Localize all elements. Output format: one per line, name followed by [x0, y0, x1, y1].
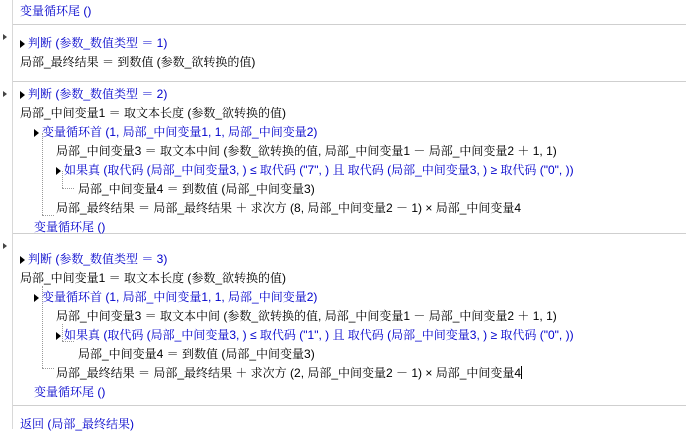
code-line[interactable]	[0, 345, 686, 364]
code-line[interactable]	[0, 218, 686, 237]
expand-triangle-icon[interactable]	[20, 40, 25, 48]
expand-triangle-icon[interactable]	[56, 167, 61, 175]
code-line[interactable]	[0, 269, 686, 288]
code-line-text: 如果真 (取代码 (局部_中间变量3, ) ≤ 取代码 ("1", ) 且 取代码 (局部_中间变量3, ) ≥ 取代码 ("0", ))	[64, 328, 574, 342]
code-line-text: 变量循环首 (1, 局部_中间变量1, 1, 局部_中间变量2)	[42, 125, 318, 139]
code-line[interactable]	[0, 2, 686, 21]
code-line-text: 变量循环首 (1, 局部_中间变量1, 1, 局部_中间变量2)	[42, 290, 318, 304]
code-line[interactable]	[0, 161, 686, 180]
code-line[interactable]	[0, 123, 686, 142]
code-line-text: 变量循环尾 ()	[34, 385, 106, 399]
expand-triangle-icon[interactable]	[20, 91, 25, 99]
code-line-active[interactable]	[0, 364, 686, 383]
code-line-text: 局部_最终结果 ＝ 局部_最终结果 ＋ 求次方 (8, 局部_中间变量2 － 1) × 局部_中间变量4	[56, 201, 522, 215]
code-line-text: 局部_中间变量4 ＝ 到数值 (局部_中间变量3)	[78, 182, 315, 196]
code-lines[interactable]	[0, 2, 686, 434]
code-line-text: 局部_中间变量1 ＝ 取文本长度 (参数_欲转换的值)	[20, 106, 287, 120]
expand-triangle-icon[interactable]	[56, 332, 61, 340]
code-line[interactable]	[0, 34, 686, 53]
code-line-text: 局部_最终结果 ＝ 到数值 (参数_欲转换的值)	[20, 55, 256, 69]
code-line-text: 局部_中间变量1 ＝ 取文本长度 (参数_欲转换的值)	[20, 271, 287, 285]
code-line[interactable]	[0, 199, 686, 218]
code-line[interactable]	[0, 180, 686, 199]
code-line-text: 判断 (参数_数值类型 ＝ 1)	[28, 36, 168, 50]
code-line-text: 返回 (局部_最终结果)	[20, 417, 135, 431]
code-line[interactable]	[0, 326, 686, 345]
code-line[interactable]	[0, 383, 686, 402]
code-line-text: 局部_中间变量4 ＝ 到数值 (局部_中间变量3)	[78, 347, 315, 361]
code-line-text: 局部_最终结果 ＝ 局部_最终结果 ＋ 求次方 (2, 局部_中间变量2 － 1) × 局部_中间变量4	[56, 366, 522, 380]
code-line[interactable]	[0, 104, 686, 123]
code-line[interactable]	[0, 250, 686, 269]
code-line[interactable]	[0, 85, 686, 104]
code-line-text: 局部_中间变量3 ＝ 取文本中间 (参数_欲转换的值, 局部_中间变量1 － 局部_中间变量2 ＋ 1, 1)	[56, 309, 557, 323]
code-line[interactable]	[0, 288, 686, 307]
code-line[interactable]	[0, 53, 686, 72]
expand-triangle-icon[interactable]	[20, 256, 25, 264]
code-line[interactable]	[0, 307, 686, 326]
code-line-text: 局部_中间变量3 ＝ 取文本中间 (参数_欲转换的值, 局部_中间变量1 － 局部_中间变量2 ＋ 1, 1)	[56, 144, 557, 158]
code-line-text: 如果真 (取代码 (局部_中间变量3, ) ≤ 取代码 ("7", ) 且 取代码 (局部_中间变量3, ) ≥ 取代码 ("0", ))	[64, 163, 574, 177]
expand-triangle-icon[interactable]	[34, 129, 39, 137]
code-line-text: 判断 (参数_数值类型 ＝ 2)	[28, 87, 168, 101]
text-caret	[521, 366, 522, 379]
code-line[interactable]	[0, 415, 686, 434]
code-line-text: 变量循环尾 ()	[20, 4, 92, 18]
code-line-text: 变量循环尾 ()	[34, 220, 106, 234]
expand-triangle-icon[interactable]	[34, 294, 39, 302]
code-line-text: 判断 (参数_数值类型 ＝ 3)	[28, 252, 168, 266]
code-line[interactable]	[0, 142, 686, 161]
